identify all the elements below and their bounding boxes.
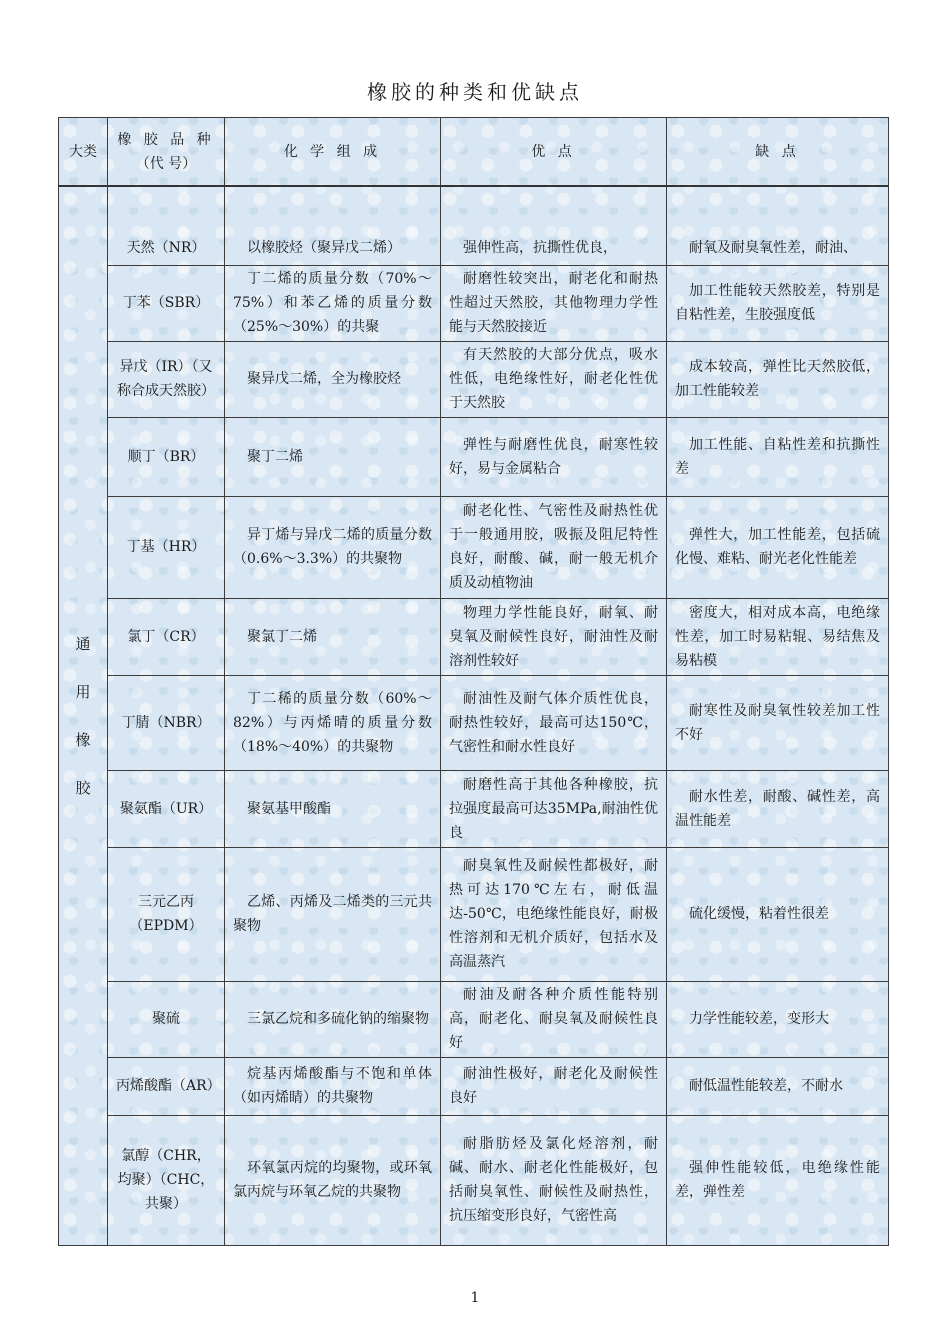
variety-cell: 三元乙丙（EPDM）: [108, 847, 225, 981]
table-row: [59, 981, 889, 1057]
disadvantages-cell: 加工性能较天然胶差，特别是自粘性差，生胶强度低: [667, 265, 889, 341]
variety-cell: 聚硫: [108, 981, 225, 1057]
table-row: [59, 496, 889, 598]
table-row: [59, 265, 889, 341]
composition-cell: 聚丁二烯: [225, 417, 441, 496]
table-row: [59, 417, 889, 496]
category-cell: [59, 186, 108, 1245]
header-composition: 化 学 组 成: [225, 118, 441, 187]
disadvantages-cell: 弹性大，加工性能差，包括硫化慢、难粘、耐光老化性能差: [667, 496, 889, 598]
category-label: 通用橡胶: [75, 634, 91, 797]
variety-cell: 顺丁（BR）: [108, 417, 225, 496]
advantages-cell: 耐磨性高于其他各种橡胶，抗拉强度最高可达35MPa,耐油性优良: [441, 770, 667, 847]
advantages-cell: 耐磨性较突出，耐老化和耐热性超过天然胶，其他物理力学性能与天然胶接近: [441, 265, 667, 341]
composition-cell: 乙烯、丙烯及二烯类的三元共聚物: [225, 847, 441, 981]
composition-cell: 环氧氯丙烷的均聚物，或环氧氯丙烷与环氧乙烷的共聚物: [225, 1115, 441, 1245]
advantages-cell: 耐油及耐各种介质性能特别高，耐老化、耐臭氧及耐候性良好: [441, 981, 667, 1057]
variety-cell: 丙烯酸酯（AR）: [108, 1057, 225, 1115]
header-variety: [108, 118, 225, 187]
composition-cell: 异丁烯与异戊二烯的质量分数（0.6%～3.3%）的共聚物: [225, 496, 441, 598]
advantages-cell: 弹性与耐磨性优良，耐寒性较好，易与金属粘合: [441, 417, 667, 496]
advantages-cell: 耐油性极好，耐老化及耐候性良好: [441, 1057, 667, 1115]
composition-cell: 丁二稀的质量分数（60%～82%）与丙烯晴的质量分数（18%～40%）的共聚物: [225, 675, 441, 770]
disadvantages-cell: 耐寒性及耐臭氧性较差加工性不好: [667, 675, 889, 770]
composition-cell: 聚氯丁二烯: [225, 598, 441, 675]
advantages-cell: 耐脂肪烃及氯化烃溶剂，耐碱、耐水、耐老化性能极好，包括耐臭氧性、耐候性及耐热性，抗压缩变形良好，气密性高: [441, 1115, 667, 1245]
header-disadvantages: 缺 点: [667, 118, 889, 187]
variety-cell: 丁基（HR）: [108, 496, 225, 598]
composition-cell: 三氯乙烷和多硫化钠的缩聚物: [225, 981, 441, 1057]
advantages-cell: 耐臭氧性及耐候性都极好，耐热可达170℃左右，耐低温达-50℃，电绝缘性能良好，耐极性溶剂和无机介质好，包括水及高温蒸汽: [441, 847, 667, 981]
rubber-types-table: [58, 117, 889, 1246]
table-row: [59, 598, 889, 675]
header-category: 大类: [59, 118, 108, 187]
disadvantages-cell: 硫化缓慢，粘着性很差: [667, 847, 889, 981]
advantages-cell: 物理力学性能良好，耐氧、耐臭氧及耐候性良好，耐油性及耐溶剂性较好: [441, 598, 667, 675]
table-header-row: [59, 118, 889, 187]
variety-cell: 聚氨酯（UR）: [108, 770, 225, 847]
variety-cell: 丁苯（SBR）: [108, 265, 225, 341]
header-advantages: 优 点: [441, 118, 667, 187]
header-variety-line1: 橡 胶 品 种: [117, 131, 215, 148]
page-number: 1: [470, 1290, 480, 1306]
table-row: [59, 1115, 889, 1245]
table-row: [59, 675, 889, 770]
disadvantages-cell: 加工性能、自粘性差和抗撕性差: [667, 417, 889, 496]
disadvantages-cell: 成本较高，弹性比天然胶低，加工性能较差: [667, 341, 889, 417]
advantages-cell: 耐油性及耐气体介质性优良，耐热性较好，最高可达150℃，气密性和耐水性良好: [441, 675, 667, 770]
variety-cell: 天然（NR）: [108, 186, 225, 265]
disadvantages-cell: 强伸性能较低，电绝缘性能差，弹性差: [667, 1115, 889, 1245]
composition-cell: 烷基丙烯酸酯与不饱和单体（如丙烯睛）的共聚物: [225, 1057, 441, 1115]
advantages-cell: 强伸性高，抗撕性优良，: [441, 186, 667, 265]
variety-cell: 氯丁（CR）: [108, 598, 225, 675]
variety-cell: 氯醇（CHR，均聚）（CHC，共聚）: [108, 1115, 225, 1245]
composition-cell: 聚异戊二烯，全为橡胶烃: [225, 341, 441, 417]
variety-cell: 丁腈（NBR）: [108, 675, 225, 770]
composition-cell: 以橡胶烃（聚异戊二烯）: [225, 186, 441, 265]
table-row: [59, 847, 889, 981]
disadvantages-cell: 耐氧及耐臭氧性差，耐油、: [667, 186, 889, 265]
table-row: [59, 1057, 889, 1115]
advantages-cell: 有天然胶的大部分优点，吸水性低，电绝缘性好，耐老化性优于天然胶: [441, 341, 667, 417]
table-row: [59, 770, 889, 847]
disadvantages-cell: 耐低温性能较差，不耐水: [667, 1057, 889, 1115]
composition-cell: 丁二烯的质量分数（70%～75%）和苯乙烯的质量分数（25%～30%）的共聚: [225, 265, 441, 341]
table-row: [59, 341, 889, 417]
variety-cell: 异戊（IR）（又称合成天然胶）: [108, 341, 225, 417]
disadvantages-cell: 耐水性差，耐酸、碱性差，高温性能差: [667, 770, 889, 847]
disadvantages-cell: 密度大，相对成本高，电绝缘性差，加工时易粘辊、易结焦及易粘模: [667, 598, 889, 675]
composition-cell: 聚氨基甲酸酯: [225, 770, 441, 847]
header-variety-line2: （代 号）: [135, 155, 197, 172]
disadvantages-cell: 力学性能较差，变形大: [667, 981, 889, 1057]
page-title: 橡胶的种类和优缺点: [367, 80, 583, 104]
advantages-cell: 耐老化性、气密性及耐热性优于一般通用胶，吸振及阻尼特性良好，耐酸、碱，耐一般无机介质及动植物油: [441, 496, 667, 598]
table-row: [59, 186, 889, 265]
